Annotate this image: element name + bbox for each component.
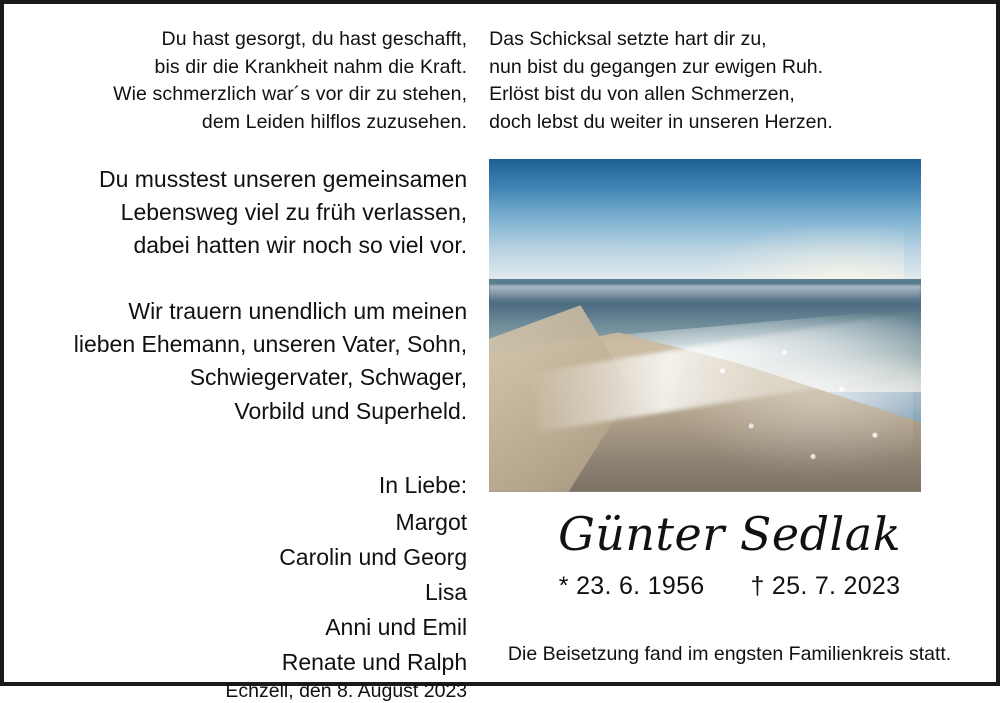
verse-top-right <box>489 26 970 137</box>
family-member: Carolin und Georg <box>279 544 468 571</box>
verse-line: Du musstest unseren gemeinsamen <box>98 165 468 192</box>
verse-line: doch lebst du weiter in unseren Herzen. <box>489 111 833 134</box>
verse-line: nun bist du gegangen zur ewigen Ruh. <box>489 55 824 78</box>
verse-top-left <box>30 26 467 137</box>
family-member: Margot <box>395 509 468 536</box>
verse-line: Wir trauern unendlich um meinen <box>128 297 468 324</box>
verse-line: Lebensweg viel zu früh verlassen, <box>120 199 468 226</box>
verse-middle-left <box>30 163 467 263</box>
death-date: † 25. 7. 2023 <box>750 572 901 601</box>
family-member: Renate und Ralph <box>281 648 468 675</box>
verse-lower-left <box>30 295 467 428</box>
verse-line: Das Schicksal setzte hart dir zu, <box>489 28 767 50</box>
left-column <box>30 22 479 702</box>
beach-photo <box>489 159 921 492</box>
deceased-name: Günter Sedlak <box>558 506 902 561</box>
verse-line: Schwiegervater, Schwager, <box>189 364 468 391</box>
family-member: Anni und Emil <box>325 613 468 640</box>
photo-canvas <box>489 159 921 492</box>
verse-line: Vorbild und Superheld. <box>234 397 468 424</box>
verse-line: Wie schmerzlich war´s vor dir zu stehen, <box>113 83 468 106</box>
verse-line: lieben Ehemann, unseren Vater, Sohn, <box>73 331 468 358</box>
verse-line: dem Leiden hilflos zuzusehen. <box>201 111 468 134</box>
life-dates <box>489 572 970 601</box>
family-member: Lisa <box>424 579 468 606</box>
verse-line: Erlöst bist du von allen Schmerzen, <box>489 83 795 106</box>
verse-line: bis dir die Krankheit nahm die Kraft. <box>154 55 468 78</box>
right-spacer <box>489 601 970 643</box>
place-and-date: Echzell, den 8. August 2023 <box>225 679 468 702</box>
photo-water-sparkle <box>675 325 913 478</box>
verse-line: dabei hatten wir noch so viel vor. <box>133 232 468 259</box>
family-list <box>30 468 467 680</box>
verse-line: Du hast gesorgt, du hast geschafft, <box>161 28 468 50</box>
burial-note: Die Beisetzung fand im engsten Familienkreis statt. <box>507 643 952 665</box>
family-lead: In Liebe: <box>378 472 468 499</box>
birth-date: * 23. 6. 1956 <box>558 572 705 601</box>
right-column <box>479 22 970 668</box>
